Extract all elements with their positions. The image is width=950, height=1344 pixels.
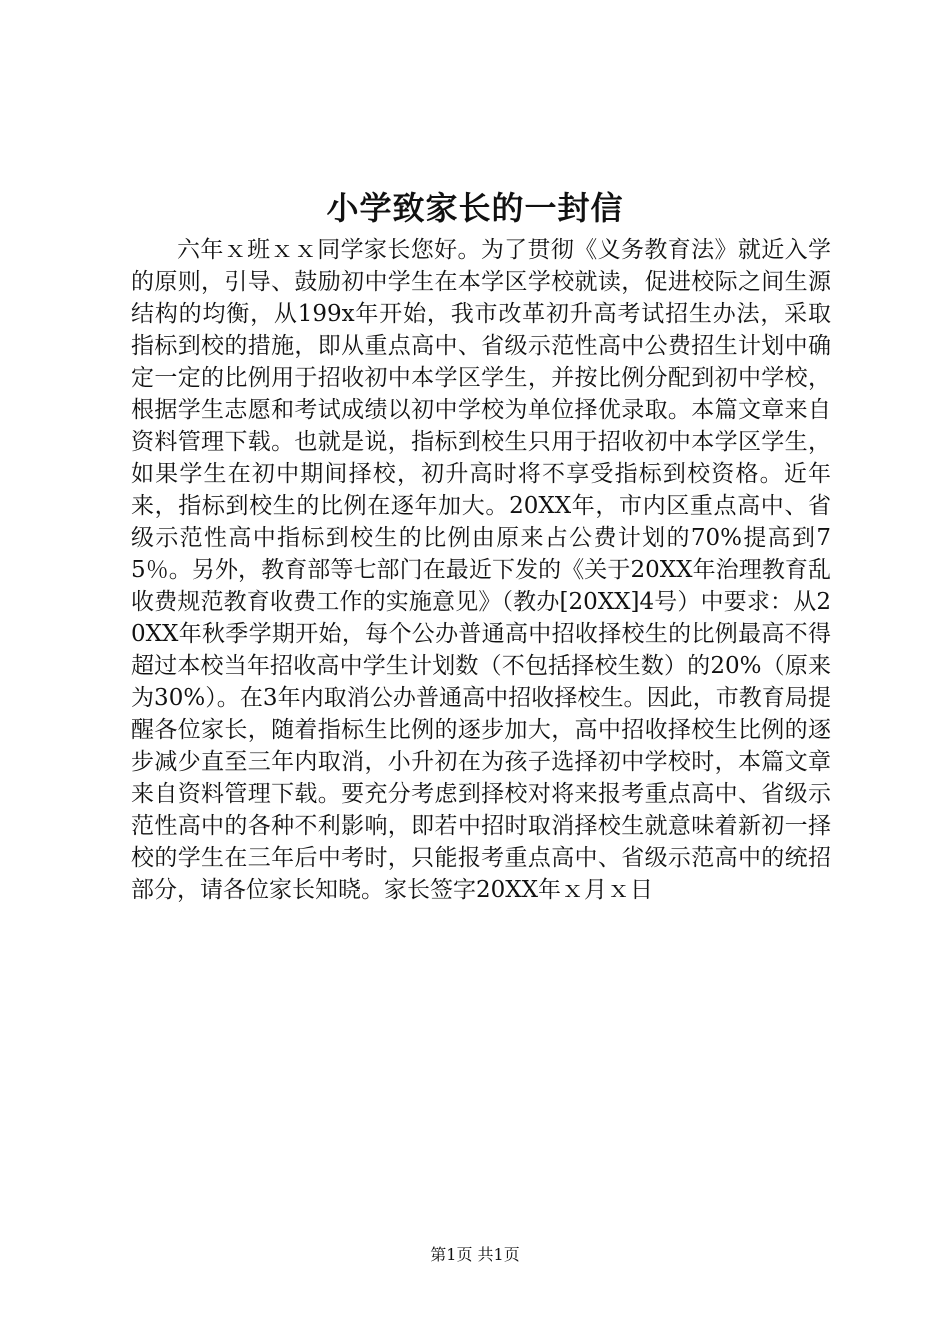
document-title: 小学致家长的一封信: [326, 189, 624, 227]
page-footer: 第1页 共1页: [430, 1245, 520, 1264]
letter-body: 六年ｘ班ｘｘ同学家长您好。为了贯彻《义务教育法》就近入学的原则，引导、鼓励初中学生在本学区学校就读，促进校际之间生源结构的均衡，从199x年开始，我市改革初升高考试招生办法，采取指标到校的措施，即从重点高中、省级示范性高中公费招生计划中确定一定的比例用于招收初中本学区学生，并按比例分配到初中学校，根据学生志愿和考试成绩以初中学校为单位择优录取。本篇文章来自资料管理下载。也就是说，指标到校生只用于招收初中本学区学生，如果学生在初中期间择校，初升高时将不享受指标到校资格。近年来，指标到校生的比例在逐年加大。20XX年，市内区重点高中、省级示范性高中指标到校生的比例由原来占公费计划的70%提高到75％。另外，教育部等七部门在最近下发的《关于20XX年治理教育乱收费规范教育收费工作的实施意见》（教办[20XX]4号）中要求：从20XX年秋季学期开始，每个公办普通高中招收择校生的比例最高不得超过本校当年招收高中学生计划数（不包括择校生数）的20%（原来为30%）。在3年内取消公办普通高中招收择校生。因此，市教育局提醒各位家长，随着指标生比例的逐步加大，高中招收择校生比例的逐步减少直至三年内取消，小升初在为孩子选择初中学校时，本篇文章来自资料管理下载。要充分考虑到择校对将来报考重点高中、省级示范性高中的各种不利影响，即若中招时取消择校生就意味着新初一择校的学生在三年后中考时，只能报考重点高中、省级示范高中的统招部分，请各位家长知晓。家长签字20XX年ｘ月ｘ日: [131, 237, 831, 903]
